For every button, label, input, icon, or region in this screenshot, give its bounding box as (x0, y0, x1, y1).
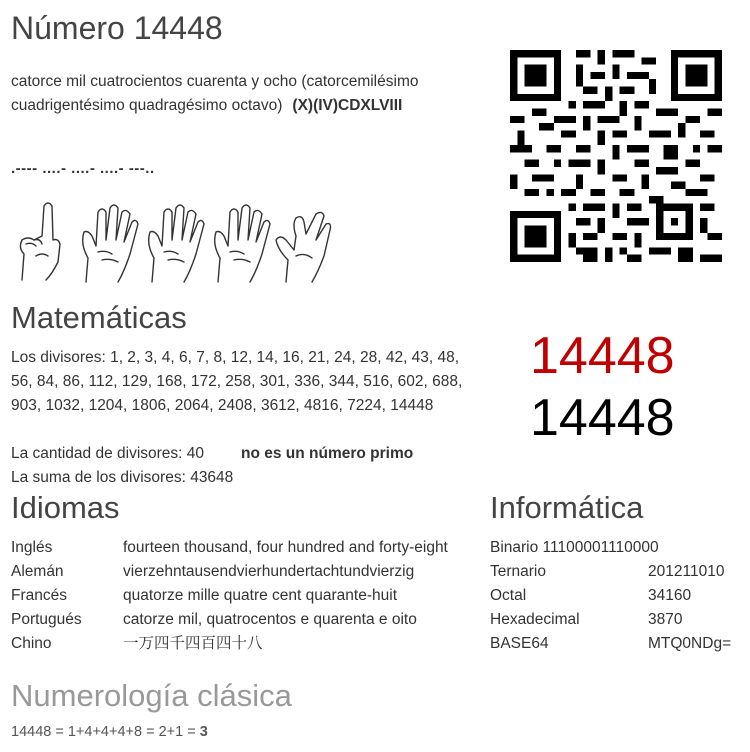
divisor-sum: La suma de los divisores: 43648 (11, 469, 234, 486)
hand-four-fingers-icon (215, 205, 270, 282)
numerology-result: 3 (199, 724, 208, 740)
language-name: Chino (11, 635, 52, 652)
base-value: 201211010 (648, 563, 725, 580)
morse-code: .---- ....- ....- ....- ---.. (11, 160, 155, 177)
finger-count-illustration (12, 200, 342, 284)
binary-row (490, 536, 659, 560)
hand-eight-icon (276, 212, 331, 282)
language-name: Inglés (11, 539, 53, 556)
language-name: Alemán (11, 563, 64, 580)
divisor-count: La cantidad de divisores: 40 (11, 445, 205, 462)
binary-value: Binario 11100001110000 (490, 539, 659, 556)
base-value: MTQ0NDg= (648, 635, 732, 652)
qr-code-icon (510, 50, 722, 262)
base-value: 3870 (648, 611, 683, 628)
base-name: Octal (490, 587, 527, 604)
divisors-list: Los divisores: 1, 2, 3, 4, 6, 7, 8, 12, 14, 16, 21, 24, 28, 42, 43, 48, 56, 84, 86, 112, 129, 168, 172, 258, 301, 336, 344, 516, 602, 688, 903, 1032, 1204, 1806, 2064, 2408, 3612, 4816, 7224, 14448 (11, 349, 463, 414)
math-section-title: Matemáticas (11, 300, 187, 335)
hand-one-finger-icon (20, 203, 60, 280)
numerology-section-title: Numerología clásica (11, 678, 292, 713)
number-spelling (11, 70, 481, 118)
language-name: Portugués (11, 611, 82, 628)
language-value: 一万四千四百四十八 (123, 635, 263, 652)
language-name: Francés (11, 587, 67, 604)
language-value: vierzehntausendvierhundertachtundvierzig (123, 563, 415, 580)
base-name: Hexadecimal (490, 611, 580, 628)
base-value: 34160 (648, 587, 692, 604)
prime-status: no es un número primo (241, 445, 414, 462)
page-title: Número 14448 (11, 10, 223, 46)
hand-four-fingers-icon (149, 205, 204, 282)
numerology-sum: 14448 = 1+4+4+4+8 = 2+1 = (11, 724, 200, 740)
numerology-formula (11, 724, 208, 740)
language-value: fourteen thousand, four hundred and forty-eight (123, 539, 448, 556)
big-number-black: 14448 (530, 389, 675, 447)
informatics-section-title: Informática (490, 490, 644, 525)
base-name: Ternario (490, 563, 546, 580)
base-name: BASE64 (490, 635, 549, 652)
spelling-text: catorce mil cuatrocientos cuarenta y ocho (catorcemilésimo cuadrigentésimo quadragésimo octavo) (11, 73, 419, 114)
language-value: catorze mil, quatrocentos e quarenta e oito (123, 611, 417, 628)
big-number-red: 14448 (530, 327, 675, 385)
hand-four-fingers-icon (83, 205, 138, 282)
languages-section-title: Idiomas (11, 490, 120, 525)
roman-numeral: (X)(IV)CDXLVIII (292, 97, 403, 114)
language-value: quatorze mille quatre cent quarante-huit (123, 587, 397, 604)
